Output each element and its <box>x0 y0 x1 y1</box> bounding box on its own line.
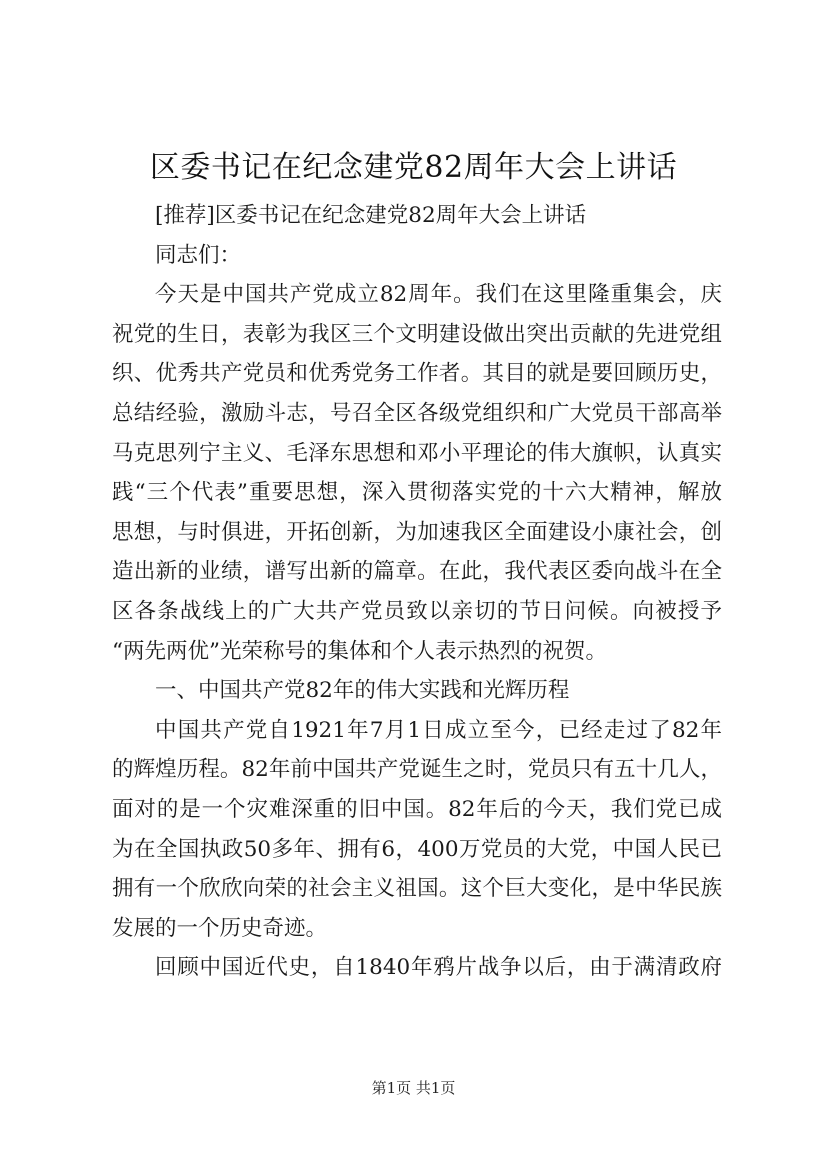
document-body <box>112 196 722 988</box>
text-line: 区各条战线上的广大共产党员致以亲切的节日问候。向被授予 <box>112 598 722 624</box>
text-line: 为在全国执政50多年、拥有6，400万党员的大党，中国人民已 <box>112 836 722 862</box>
text-line: 同志们： <box>155 242 242 268</box>
text-line: 践“三个代表”重要思想，深入贯彻落实党的十六大精神，解放 <box>112 480 722 506</box>
document-title: 区委书记在纪念建党82周年大会上讲话 <box>149 150 678 185</box>
text-line: 造出新的业绩，谱写出新的篇章。在此，我代表区委向战斗在全 <box>112 559 722 585</box>
text-line: 拥有一个欣欣向荣的社会主义祖国。这个巨大变化，是中华民族 <box>112 876 722 902</box>
text-line: “两先两优”光荣称号的集体和个人表示热烈的祝贺。 <box>112 638 607 664</box>
text-line: 思想，与时俱进，开拓创新，为加速我区全面建设小康社会，创 <box>112 519 722 545</box>
text-line: 总结经验，激励斗志，号召全区各级党组织和广大党员干部高举 <box>112 400 722 426</box>
text-line: 马克思列宁主义、毛泽东思想和邓小平理论的伟大旗帜，认真实 <box>112 440 722 466</box>
text-line: 回顾中国近代史，自1840年鸦片战争以后，由于满清政府 <box>155 955 722 981</box>
page-footer: 第1页 共1页 <box>371 1079 456 1097</box>
text-line: 织、优秀共产党员和优秀党务工作者。其目的就是要回顾历史， <box>112 361 722 387</box>
text-line: 的辉煌历程。82年前中国共产党诞生之时，党员只有五十几人， <box>112 757 722 783</box>
text-line: [推荐]区委书记在纪念建党82周年大会上讲话 <box>155 203 587 228</box>
text-line: 面对的是一个灾难深重的旧中国。82年后的今天，我们党已成 <box>112 796 722 822</box>
text-line: 祝党的生日，表彰为我区三个文明建设做出突出贡献的先进党组 <box>112 321 722 347</box>
text-line: 发展的一个历史奇迹。 <box>112 915 328 941</box>
text-line: 一、中国共产党82年的伟大实践和光辉历程 <box>155 678 570 704</box>
text-line: 今天是中国共产党成立82周年。我们在这里隆重集会，庆 <box>155 282 722 308</box>
text-line: 中国共产党自1921年7月1日成立至今，已经走过了82年 <box>155 717 722 743</box>
